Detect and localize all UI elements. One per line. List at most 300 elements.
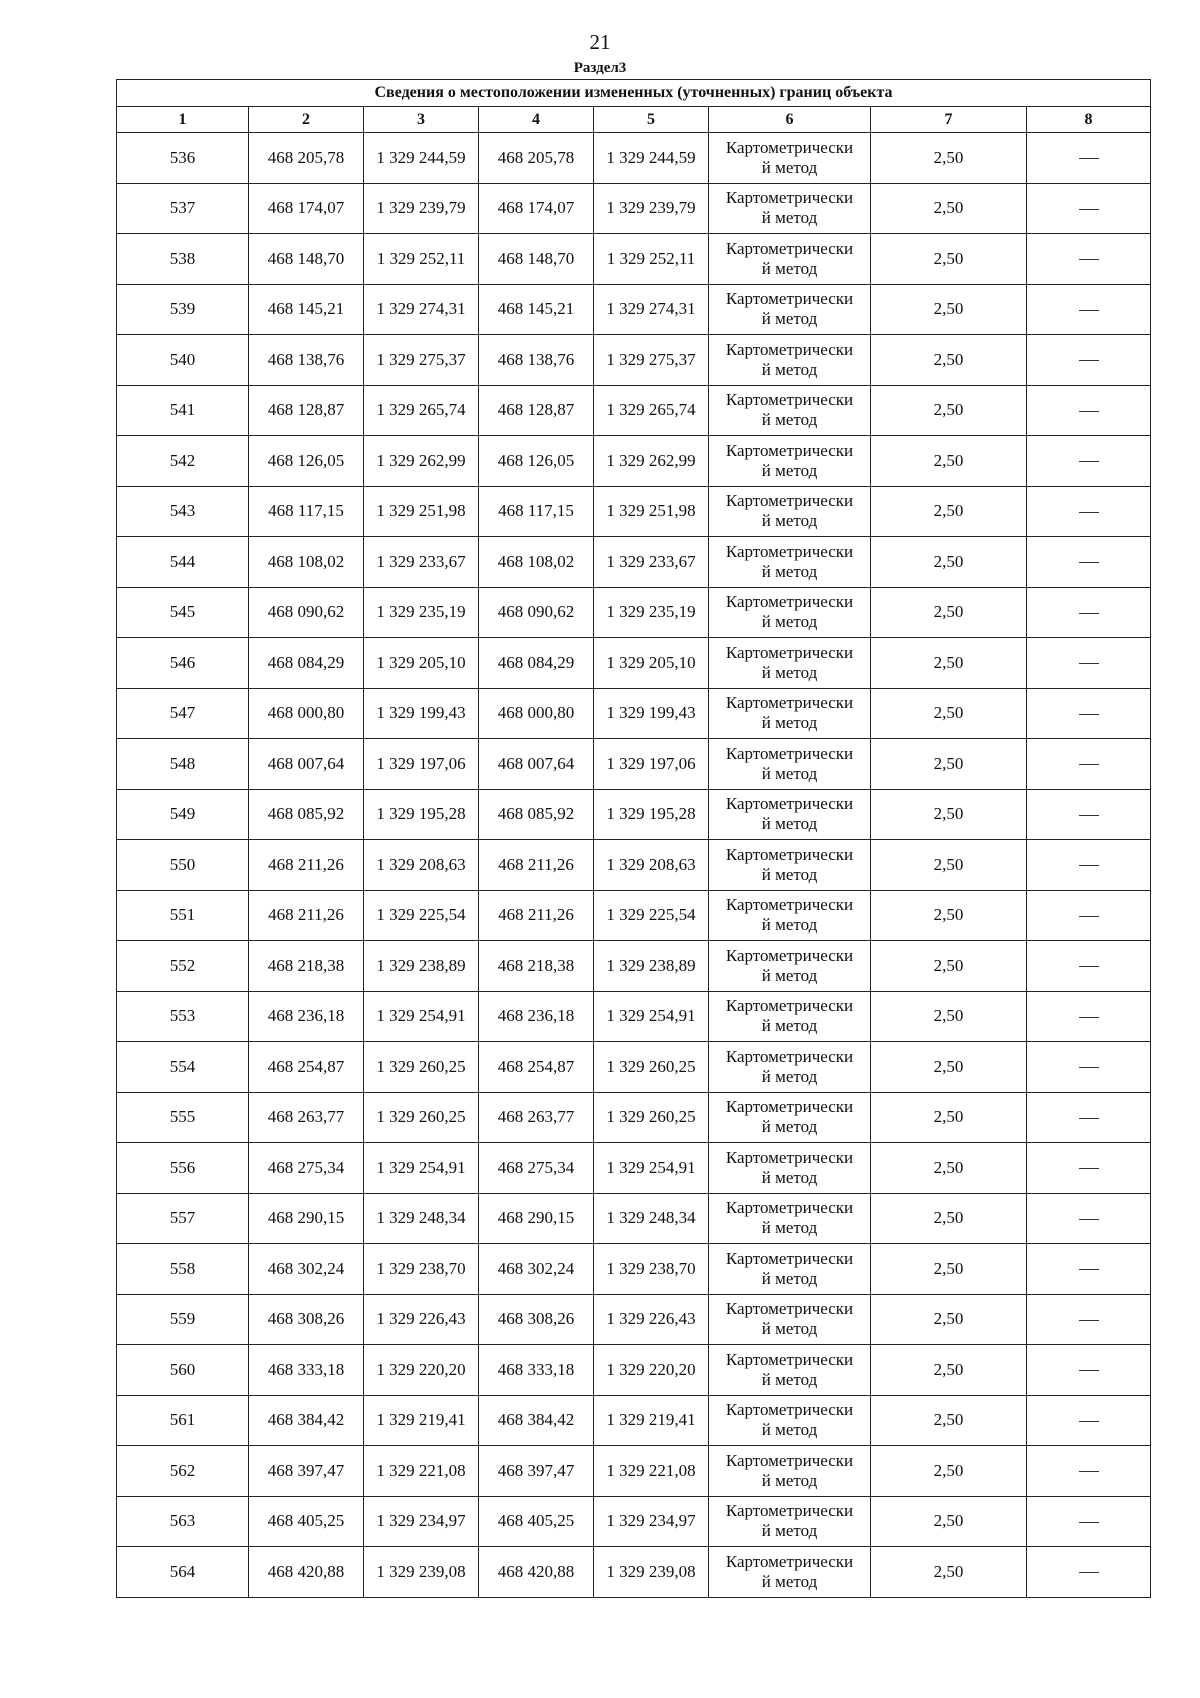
y-new-cell: 1 329 238,89 bbox=[594, 941, 709, 992]
x-old-cell: 468 138,76 bbox=[249, 335, 364, 386]
method-cell bbox=[709, 638, 871, 689]
x-new-cell: 468 138,76 bbox=[479, 335, 594, 386]
x-old-cell: 468 211,26 bbox=[249, 890, 364, 941]
method-cell bbox=[709, 1193, 871, 1244]
y-old-cell: 1 329 254,91 bbox=[364, 991, 479, 1042]
method-cell bbox=[709, 1395, 871, 1446]
point-number-cell: 545 bbox=[117, 587, 249, 638]
x-new-cell: 468 263,77 bbox=[479, 1092, 594, 1143]
point-number-cell: 549 bbox=[117, 789, 249, 840]
table-row bbox=[117, 1193, 1151, 1244]
column-number: 8 bbox=[1027, 107, 1151, 133]
description-cell bbox=[1027, 1143, 1151, 1194]
y-old-cell: 1 329 221,08 bbox=[364, 1446, 479, 1497]
description-cell bbox=[1027, 1395, 1151, 1446]
y-old-cell: 1 329 239,08 bbox=[364, 1547, 479, 1598]
method-line-2: й метод bbox=[761, 1016, 818, 1036]
dash-mark bbox=[1079, 562, 1099, 563]
accuracy-cell: 2,50 bbox=[871, 1193, 1027, 1244]
point-number-cell: 546 bbox=[117, 638, 249, 689]
description-cell bbox=[1027, 1092, 1151, 1143]
y-old-cell: 1 329 275,37 bbox=[364, 335, 479, 386]
point-number-cell: 538 bbox=[117, 234, 249, 285]
x-new-cell: 468 090,62 bbox=[479, 587, 594, 638]
method-line-1: Картометрически bbox=[725, 1046, 854, 1066]
method-line-2: й метод bbox=[761, 258, 818, 278]
y-new-cell: 1 329 239,79 bbox=[594, 183, 709, 234]
description-cell bbox=[1027, 1547, 1151, 1598]
y-new-cell: 1 329 254,91 bbox=[594, 991, 709, 1042]
x-old-cell: 468 126,05 bbox=[249, 436, 364, 487]
dash-mark bbox=[1079, 1370, 1099, 1371]
dash-mark bbox=[1079, 461, 1099, 462]
dash-mark bbox=[1079, 1168, 1099, 1169]
point-number-cell: 548 bbox=[117, 739, 249, 790]
y-old-cell: 1 329 208,63 bbox=[364, 840, 479, 891]
y-old-cell: 1 329 205,10 bbox=[364, 638, 479, 689]
point-number-cell: 547 bbox=[117, 688, 249, 739]
dash-mark bbox=[1079, 209, 1099, 210]
x-old-cell: 468 085,92 bbox=[249, 789, 364, 840]
method-line-2: й метод bbox=[761, 915, 818, 935]
y-old-cell: 1 329 274,31 bbox=[364, 284, 479, 335]
method-line-2: й метод bbox=[761, 1319, 818, 1339]
accuracy-cell: 2,50 bbox=[871, 587, 1027, 638]
accuracy-cell: 2,50 bbox=[871, 890, 1027, 941]
dash-mark bbox=[1079, 613, 1099, 614]
method-cell bbox=[709, 991, 871, 1042]
table-row bbox=[117, 133, 1151, 184]
y-new-cell: 1 329 248,34 bbox=[594, 1193, 709, 1244]
column-number: 7 bbox=[871, 107, 1027, 133]
description-cell bbox=[1027, 1042, 1151, 1093]
point-number-cell: 563 bbox=[117, 1496, 249, 1547]
method-line-2: й метод bbox=[761, 1521, 818, 1541]
table-row bbox=[117, 941, 1151, 992]
description-cell bbox=[1027, 890, 1151, 941]
y-old-cell: 1 329 262,99 bbox=[364, 436, 479, 487]
y-new-cell: 1 329 275,37 bbox=[594, 335, 709, 386]
section-title: Раздел3 bbox=[573, 60, 627, 76]
dash-mark bbox=[1079, 411, 1099, 412]
dash-mark bbox=[1079, 1269, 1099, 1270]
method-cell bbox=[709, 1345, 871, 1396]
y-new-cell: 1 329 239,08 bbox=[594, 1547, 709, 1598]
method-line-1: Картометрически bbox=[725, 1400, 854, 1420]
y-new-cell: 1 329 233,67 bbox=[594, 537, 709, 588]
description-cell bbox=[1027, 840, 1151, 891]
y-new-cell: 1 329 234,97 bbox=[594, 1496, 709, 1547]
method-line-2: й метод bbox=[761, 1117, 818, 1137]
method-cell bbox=[709, 1496, 871, 1547]
y-old-cell: 1 329 235,19 bbox=[364, 587, 479, 638]
y-new-cell: 1 329 208,63 bbox=[594, 840, 709, 891]
table-caption-row bbox=[117, 80, 1151, 107]
method-line-1: Картометрически bbox=[725, 743, 854, 763]
dash-mark bbox=[1079, 310, 1099, 311]
x-new-cell: 468 108,02 bbox=[479, 537, 594, 588]
table-row bbox=[117, 1547, 1151, 1598]
dash-mark bbox=[1079, 1017, 1099, 1018]
y-old-cell: 1 329 248,34 bbox=[364, 1193, 479, 1244]
point-number-cell: 556 bbox=[117, 1143, 249, 1194]
y-new-cell: 1 329 219,41 bbox=[594, 1395, 709, 1446]
x-new-cell: 468 007,64 bbox=[479, 739, 594, 790]
method-line-2: й метод bbox=[761, 1369, 818, 1389]
accuracy-cell: 2,50 bbox=[871, 1244, 1027, 1295]
method-cell bbox=[709, 537, 871, 588]
x-old-cell: 468 108,02 bbox=[249, 537, 364, 588]
method-line-1: Картометрически bbox=[725, 390, 854, 410]
method-line-2: й метод bbox=[761, 1571, 818, 1591]
table-row bbox=[117, 284, 1151, 335]
description-cell bbox=[1027, 183, 1151, 234]
x-new-cell: 468 211,26 bbox=[479, 890, 594, 941]
x-old-cell: 468 117,15 bbox=[249, 486, 364, 537]
x-old-cell: 468 308,26 bbox=[249, 1294, 364, 1345]
y-new-cell: 1 329 197,06 bbox=[594, 739, 709, 790]
method-line-1: Картометрически bbox=[725, 289, 854, 309]
x-old-cell: 468 148,70 bbox=[249, 234, 364, 285]
method-line-1: Картометрически bbox=[725, 1551, 854, 1571]
column-number: 5 bbox=[594, 107, 709, 133]
y-old-cell: 1 329 251,98 bbox=[364, 486, 479, 537]
x-new-cell: 468 174,07 bbox=[479, 183, 594, 234]
method-line-1: Картометрически bbox=[725, 541, 854, 561]
y-old-cell: 1 329 244,59 bbox=[364, 133, 479, 184]
table-row bbox=[117, 183, 1151, 234]
table-row bbox=[117, 1092, 1151, 1143]
method-line-2: й метод bbox=[761, 511, 818, 531]
y-new-cell: 1 329 265,74 bbox=[594, 385, 709, 436]
table-row bbox=[117, 385, 1151, 436]
column-number: 6 bbox=[709, 107, 871, 133]
accuracy-cell: 2,50 bbox=[871, 183, 1027, 234]
point-number-cell: 562 bbox=[117, 1446, 249, 1497]
accuracy-cell: 2,50 bbox=[871, 688, 1027, 739]
dash-mark bbox=[1079, 1067, 1099, 1068]
point-number-cell: 557 bbox=[117, 1193, 249, 1244]
dash-mark bbox=[1079, 1320, 1099, 1321]
point-number-cell: 553 bbox=[117, 991, 249, 1042]
x-old-cell: 468 275,34 bbox=[249, 1143, 364, 1194]
dash-mark bbox=[1079, 916, 1099, 917]
description-cell bbox=[1027, 436, 1151, 487]
y-new-cell: 1 329 251,98 bbox=[594, 486, 709, 537]
x-old-cell: 468 128,87 bbox=[249, 385, 364, 436]
method-cell bbox=[709, 587, 871, 638]
x-old-cell: 468 084,29 bbox=[249, 638, 364, 689]
method-cell bbox=[709, 1143, 871, 1194]
method-line-1: Картометрически bbox=[725, 1450, 854, 1470]
dash-mark bbox=[1079, 1118, 1099, 1119]
x-new-cell: 468 145,21 bbox=[479, 284, 594, 335]
x-old-cell: 468 263,77 bbox=[249, 1092, 364, 1143]
x-old-cell: 468 174,07 bbox=[249, 183, 364, 234]
table-row bbox=[117, 1294, 1151, 1345]
point-number-cell: 550 bbox=[117, 840, 249, 891]
dash-mark bbox=[1079, 158, 1099, 159]
y-new-cell: 1 329 260,25 bbox=[594, 1042, 709, 1093]
table-row bbox=[117, 739, 1151, 790]
y-new-cell: 1 329 220,20 bbox=[594, 1345, 709, 1396]
dash-mark bbox=[1079, 1219, 1099, 1220]
accuracy-cell: 2,50 bbox=[871, 133, 1027, 184]
method-cell bbox=[709, 1294, 871, 1345]
table-row bbox=[117, 1496, 1151, 1547]
method-cell bbox=[709, 1446, 871, 1497]
x-new-cell: 468 218,38 bbox=[479, 941, 594, 992]
y-new-cell: 1 329 199,43 bbox=[594, 688, 709, 739]
y-new-cell: 1 329 195,28 bbox=[594, 789, 709, 840]
dash-mark bbox=[1079, 815, 1099, 816]
description-cell bbox=[1027, 335, 1151, 386]
dash-mark bbox=[1079, 663, 1099, 664]
accuracy-cell: 2,50 bbox=[871, 1345, 1027, 1396]
method-line-1: Картометрически bbox=[725, 188, 854, 208]
x-new-cell: 468 290,15 bbox=[479, 1193, 594, 1244]
point-number-cell: 542 bbox=[117, 436, 249, 487]
accuracy-cell: 2,50 bbox=[871, 1446, 1027, 1497]
table-row bbox=[117, 840, 1151, 891]
point-number-cell: 543 bbox=[117, 486, 249, 537]
y-new-cell: 1 329 274,31 bbox=[594, 284, 709, 335]
table-row bbox=[117, 1042, 1151, 1093]
accuracy-cell: 2,50 bbox=[871, 638, 1027, 689]
method-line-2: й метод bbox=[761, 713, 818, 733]
point-number-cell: 554 bbox=[117, 1042, 249, 1093]
table-row bbox=[117, 335, 1151, 386]
column-number: 3 bbox=[364, 107, 479, 133]
accuracy-cell: 2,50 bbox=[871, 789, 1027, 840]
table-row bbox=[117, 1345, 1151, 1396]
method-line-2: й метод bbox=[761, 157, 818, 177]
method-cell bbox=[709, 436, 871, 487]
method-line-2: й метод bbox=[761, 460, 818, 480]
y-old-cell: 1 329 219,41 bbox=[364, 1395, 479, 1446]
x-old-cell: 468 205,78 bbox=[249, 133, 364, 184]
method-line-2: й метод bbox=[761, 1470, 818, 1490]
description-cell bbox=[1027, 1345, 1151, 1396]
point-number-cell: 544 bbox=[117, 537, 249, 588]
description-cell bbox=[1027, 284, 1151, 335]
description-cell bbox=[1027, 991, 1151, 1042]
method-line-1: Картометрически bbox=[725, 642, 854, 662]
x-new-cell: 468 333,18 bbox=[479, 1345, 594, 1396]
accuracy-cell: 2,50 bbox=[871, 1042, 1027, 1093]
table-row bbox=[117, 688, 1151, 739]
x-old-cell: 468 405,25 bbox=[249, 1496, 364, 1547]
x-new-cell: 468 205,78 bbox=[479, 133, 594, 184]
accuracy-cell: 2,50 bbox=[871, 840, 1027, 891]
table-row bbox=[117, 991, 1151, 1042]
dash-mark bbox=[1079, 1522, 1099, 1523]
method-line-2: й метод bbox=[761, 1167, 818, 1187]
accuracy-cell: 2,50 bbox=[871, 537, 1027, 588]
dash-mark bbox=[1079, 764, 1099, 765]
description-cell bbox=[1027, 941, 1151, 992]
method-line-2: й метод bbox=[761, 561, 818, 581]
x-old-cell: 468 384,42 bbox=[249, 1395, 364, 1446]
table-row bbox=[117, 638, 1151, 689]
x-new-cell: 468 302,24 bbox=[479, 1244, 594, 1295]
x-new-cell: 468 148,70 bbox=[479, 234, 594, 285]
y-old-cell: 1 329 265,74 bbox=[364, 385, 479, 436]
y-old-cell: 1 329 260,25 bbox=[364, 1092, 479, 1143]
description-cell bbox=[1027, 537, 1151, 588]
dash-mark bbox=[1079, 865, 1099, 866]
method-line-1: Картометрически bbox=[725, 491, 854, 511]
method-cell bbox=[709, 890, 871, 941]
description-cell bbox=[1027, 1193, 1151, 1244]
method-line-1: Картометрически bbox=[725, 1299, 854, 1319]
method-line-2: й метод bbox=[761, 763, 818, 783]
method-line-2: й метод bbox=[761, 1218, 818, 1238]
accuracy-cell: 2,50 bbox=[871, 436, 1027, 487]
y-new-cell: 1 329 254,91 bbox=[594, 1143, 709, 1194]
table-row bbox=[117, 1395, 1151, 1446]
description-cell bbox=[1027, 133, 1151, 184]
accuracy-cell: 2,50 bbox=[871, 1294, 1027, 1345]
x-new-cell: 468 397,47 bbox=[479, 1446, 594, 1497]
method-line-1: Картометрически bbox=[725, 1097, 854, 1117]
table-row bbox=[117, 234, 1151, 285]
method-line-1: Картометрически bbox=[725, 238, 854, 258]
method-cell bbox=[709, 688, 871, 739]
point-number-cell: 536 bbox=[117, 133, 249, 184]
method-cell bbox=[709, 1547, 871, 1598]
boundary-coordinates-table bbox=[116, 79, 1151, 1598]
dash-mark bbox=[1079, 714, 1099, 715]
x-old-cell: 468 302,24 bbox=[249, 1244, 364, 1295]
table-row bbox=[117, 587, 1151, 638]
description-cell bbox=[1027, 1294, 1151, 1345]
method-cell bbox=[709, 183, 871, 234]
x-new-cell: 468 405,25 bbox=[479, 1496, 594, 1547]
y-new-cell: 1 329 205,10 bbox=[594, 638, 709, 689]
description-cell bbox=[1027, 688, 1151, 739]
method-cell bbox=[709, 1042, 871, 1093]
table-row bbox=[117, 486, 1151, 537]
method-cell bbox=[709, 789, 871, 840]
x-old-cell: 468 420,88 bbox=[249, 1547, 364, 1598]
x-new-cell: 468 275,34 bbox=[479, 1143, 594, 1194]
method-line-2: й метод bbox=[761, 965, 818, 985]
y-new-cell: 1 329 235,19 bbox=[594, 587, 709, 638]
column-number: 4 bbox=[479, 107, 594, 133]
description-cell bbox=[1027, 789, 1151, 840]
description-cell bbox=[1027, 1496, 1151, 1547]
accuracy-cell: 2,50 bbox=[871, 1143, 1027, 1194]
accuracy-cell: 2,50 bbox=[871, 1395, 1027, 1446]
method-line-2: й метод bbox=[761, 864, 818, 884]
table-row bbox=[117, 1446, 1151, 1497]
x-old-cell: 468 007,64 bbox=[249, 739, 364, 790]
y-new-cell: 1 329 260,25 bbox=[594, 1092, 709, 1143]
y-new-cell: 1 329 226,43 bbox=[594, 1294, 709, 1345]
method-cell bbox=[709, 941, 871, 992]
method-line-1: Картометрически bbox=[725, 1198, 854, 1218]
y-old-cell: 1 329 254,91 bbox=[364, 1143, 479, 1194]
x-old-cell: 468 218,38 bbox=[249, 941, 364, 992]
method-line-1: Картометрически bbox=[725, 945, 854, 965]
point-number-cell: 560 bbox=[117, 1345, 249, 1396]
x-new-cell: 468 117,15 bbox=[479, 486, 594, 537]
y-new-cell: 1 329 244,59 bbox=[594, 133, 709, 184]
description-cell bbox=[1027, 486, 1151, 537]
method-cell bbox=[709, 840, 871, 891]
y-old-cell: 1 329 234,97 bbox=[364, 1496, 479, 1547]
method-line-1: Картометрически bbox=[725, 137, 854, 157]
x-old-cell: 468 254,87 bbox=[249, 1042, 364, 1093]
dash-mark bbox=[1079, 512, 1099, 513]
x-old-cell: 468 000,80 bbox=[249, 688, 364, 739]
x-new-cell: 468 384,42 bbox=[479, 1395, 594, 1446]
method-line-2: й метод bbox=[761, 309, 818, 329]
point-number-cell: 551 bbox=[117, 890, 249, 941]
method-cell bbox=[709, 1092, 871, 1143]
method-cell bbox=[709, 739, 871, 790]
point-number-cell: 537 bbox=[117, 183, 249, 234]
method-line-2: й метод bbox=[761, 1420, 818, 1440]
method-line-1: Картометрически bbox=[725, 1147, 854, 1167]
description-cell bbox=[1027, 739, 1151, 790]
column-number: 2 bbox=[249, 107, 364, 133]
y-old-cell: 1 329 239,79 bbox=[364, 183, 479, 234]
accuracy-cell: 2,50 bbox=[871, 991, 1027, 1042]
method-cell bbox=[709, 133, 871, 184]
accuracy-cell: 2,50 bbox=[871, 284, 1027, 335]
method-line-2: й метод bbox=[761, 1268, 818, 1288]
x-new-cell: 468 420,88 bbox=[479, 1547, 594, 1598]
table-body bbox=[117, 133, 1151, 1598]
dash-mark bbox=[1079, 1471, 1099, 1472]
y-new-cell: 1 329 252,11 bbox=[594, 234, 709, 285]
method-line-2: й метод bbox=[761, 662, 818, 682]
accuracy-cell: 2,50 bbox=[871, 1547, 1027, 1598]
table-row bbox=[117, 789, 1151, 840]
point-number-cell: 541 bbox=[117, 385, 249, 436]
x-new-cell: 468 128,87 bbox=[479, 385, 594, 436]
y-old-cell: 1 329 238,70 bbox=[364, 1244, 479, 1295]
table-row bbox=[117, 1244, 1151, 1295]
x-new-cell: 468 236,18 bbox=[479, 991, 594, 1042]
table-caption: Сведения о местоположении измененных (уточненных) границ объекта bbox=[117, 80, 1151, 107]
accuracy-cell: 2,50 bbox=[871, 385, 1027, 436]
accuracy-cell: 2,50 bbox=[871, 335, 1027, 386]
y-old-cell: 1 329 199,43 bbox=[364, 688, 479, 739]
method-cell bbox=[709, 284, 871, 335]
accuracy-cell: 2,50 bbox=[871, 1092, 1027, 1143]
y-old-cell: 1 329 226,43 bbox=[364, 1294, 479, 1345]
accuracy-cell: 2,50 bbox=[871, 1496, 1027, 1547]
method-cell bbox=[709, 234, 871, 285]
method-line-2: й метод bbox=[761, 1066, 818, 1086]
point-number-cell: 559 bbox=[117, 1294, 249, 1345]
method-line-1: Картометрически bbox=[725, 592, 854, 612]
y-old-cell: 1 329 238,89 bbox=[364, 941, 479, 992]
y-old-cell: 1 329 220,20 bbox=[364, 1345, 479, 1396]
method-line-1: Картометрически bbox=[725, 844, 854, 864]
point-number-cell: 552 bbox=[117, 941, 249, 992]
method-cell bbox=[709, 1244, 871, 1295]
x-new-cell: 468 308,26 bbox=[479, 1294, 594, 1345]
x-old-cell: 468 211,26 bbox=[249, 840, 364, 891]
point-number-cell: 561 bbox=[117, 1395, 249, 1446]
method-line-2: й метод bbox=[761, 359, 818, 379]
accuracy-cell: 2,50 bbox=[871, 234, 1027, 285]
method-line-1: Картометрически bbox=[725, 794, 854, 814]
